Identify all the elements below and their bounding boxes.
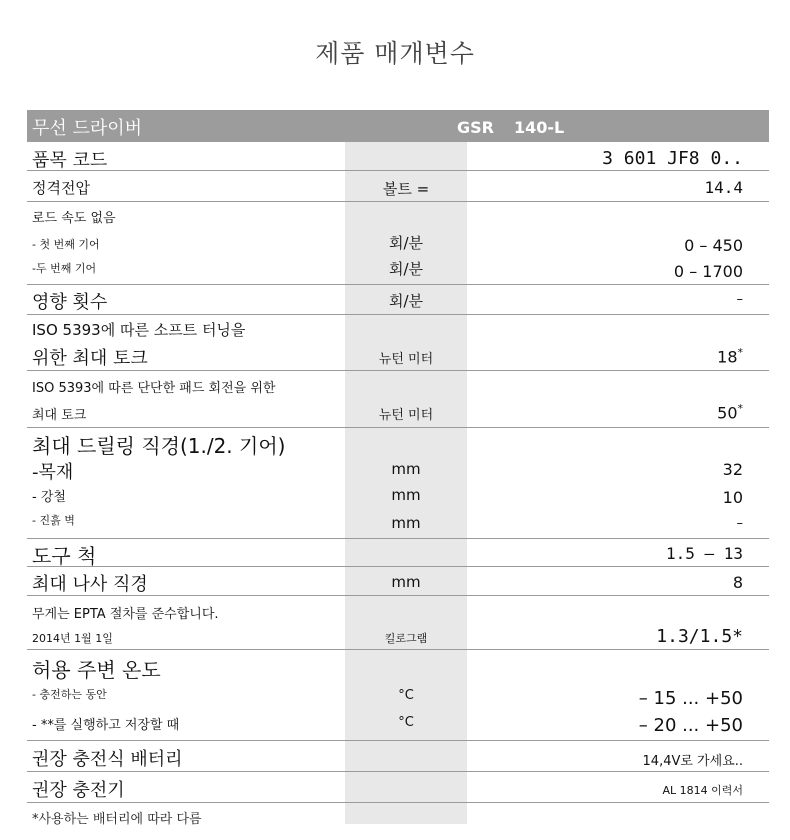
charger-label: 권장 충전기 <box>32 780 125 801</box>
table-header <box>27 110 769 142</box>
rated-voltage-label: 정격전압 <box>32 179 90 197</box>
masonry-value: – <box>736 516 743 531</box>
soft-torque-label-2: 위한 최대 토크 <box>32 348 148 369</box>
battery-value: 14,4V로 가세요.. <box>642 754 743 769</box>
gear2-unit: 회/분 <box>388 260 424 278</box>
soft-torque-unit: 뉴턴 미터 <box>378 352 434 367</box>
footnote: *사용하는 배터리에 따라 다름 <box>32 812 202 827</box>
gear1-unit: 회/분 <box>388 234 424 252</box>
row-battery <box>27 741 769 772</box>
weight-unit: 킬로그램 <box>384 632 428 645</box>
row-drilling <box>27 428 769 539</box>
row-impact-rate <box>27 285 769 315</box>
masonry-unit: mm <box>391 514 421 532</box>
soft-torque-label-1: ISO 5393에 따른 소프트 터닝을 <box>32 321 246 339</box>
hard-torque-label-1: ISO 5393에 따른 단단한 패드 회전을 위한 <box>32 381 276 396</box>
gear2-label: -두 번째 기어 <box>32 262 97 275</box>
soft-torque-value: 18 <box>717 347 738 367</box>
impact-rate-unit: 회/분 <box>388 292 424 310</box>
item-code-label: 품목 코드 <box>32 150 108 171</box>
chuck-label: 도구 척 <box>32 544 97 568</box>
page-title: 제품 매개변수 <box>315 39 475 68</box>
hard-torque-label-2: 최대 토크 <box>32 408 87 423</box>
max-screw-label: 최대 나사 직경 <box>32 574 148 595</box>
steel-unit: mm <box>391 486 421 504</box>
chuck-value: 1.5 – 13 <box>665 544 743 563</box>
operating-label: - **를 실행하고 저장할 때 <box>32 718 180 733</box>
row-max-screw <box>27 567 769 596</box>
wood-unit: mm <box>391 460 421 478</box>
row-ambient-temp <box>27 650 769 741</box>
soft-torque-value-wrap <box>717 346 743 366</box>
hard-torque-value-wrap <box>717 402 743 422</box>
hard-torque-value: 50 <box>717 403 738 423</box>
gear2-value: 0 – 1700 <box>673 262 743 281</box>
charging-value: – 15 ... +50 <box>638 688 743 709</box>
steel-value: 10 <box>722 488 743 507</box>
weight-label-1: 무게는 EPTA 절차를 준수합니다. <box>32 607 219 622</box>
operating-value: – 20 ... +50 <box>638 715 743 736</box>
charging-unit: °C <box>398 688 414 703</box>
hard-torque-mark: * <box>737 402 743 415</box>
rated-voltage-unit: 볼트 = <box>382 180 430 198</box>
steel-label: - 강철 <box>32 490 66 505</box>
weight-label-2: 2014년 1월 1일 <box>32 632 113 645</box>
soft-torque-mark: * <box>737 346 743 359</box>
row-item-code <box>27 142 769 171</box>
row-hard-torque <box>27 371 769 428</box>
gear1-label: - 첫 번째 기어 <box>32 238 100 251</box>
row-chuck <box>27 539 769 567</box>
impact-rate-value: – <box>736 292 743 307</box>
gear1-value: 0 – 450 <box>684 236 743 255</box>
operating-unit: °C <box>398 715 414 730</box>
header-model-a: GSR <box>457 118 494 137</box>
wood-label: -목재 <box>32 462 74 483</box>
row-charger <box>27 772 769 803</box>
wood-value: 32 <box>722 460 743 479</box>
row-soft-torque <box>27 315 769 371</box>
header-model-b: 140-L <box>514 118 565 137</box>
row-no-load-speed <box>27 202 769 285</box>
item-code-value: 3 601 JF8 0.. <box>602 148 743 169</box>
hard-torque-unit: 뉴턴 미터 <box>378 408 434 423</box>
header-label: 무선 드라이버 <box>32 118 143 139</box>
row-weight <box>27 596 769 650</box>
max-screw-value: 8 <box>732 573 743 592</box>
row-rated-voltage <box>27 171 769 202</box>
no-load-speed-label: 로드 속도 없음 <box>32 211 116 226</box>
ambient-temp-label: 허용 주변 온도 <box>32 658 161 682</box>
max-screw-unit: mm <box>391 573 421 591</box>
impact-rate-label: 영향 횟수 <box>32 292 108 313</box>
weight-value: 1.3/1.5* <box>656 626 743 647</box>
drilling-label: 최대 드릴링 직경(1./2. 기어) <box>32 434 286 458</box>
charging-label: - 충전하는 동안 <box>32 688 107 701</box>
masonry-label: - 진흙 벽 <box>32 514 75 527</box>
battery-label: 권장 충전식 배터리 <box>32 749 183 770</box>
charger-value: AL 1814 이력서 <box>662 784 743 797</box>
rated-voltage-value: 14.4 <box>704 178 743 197</box>
